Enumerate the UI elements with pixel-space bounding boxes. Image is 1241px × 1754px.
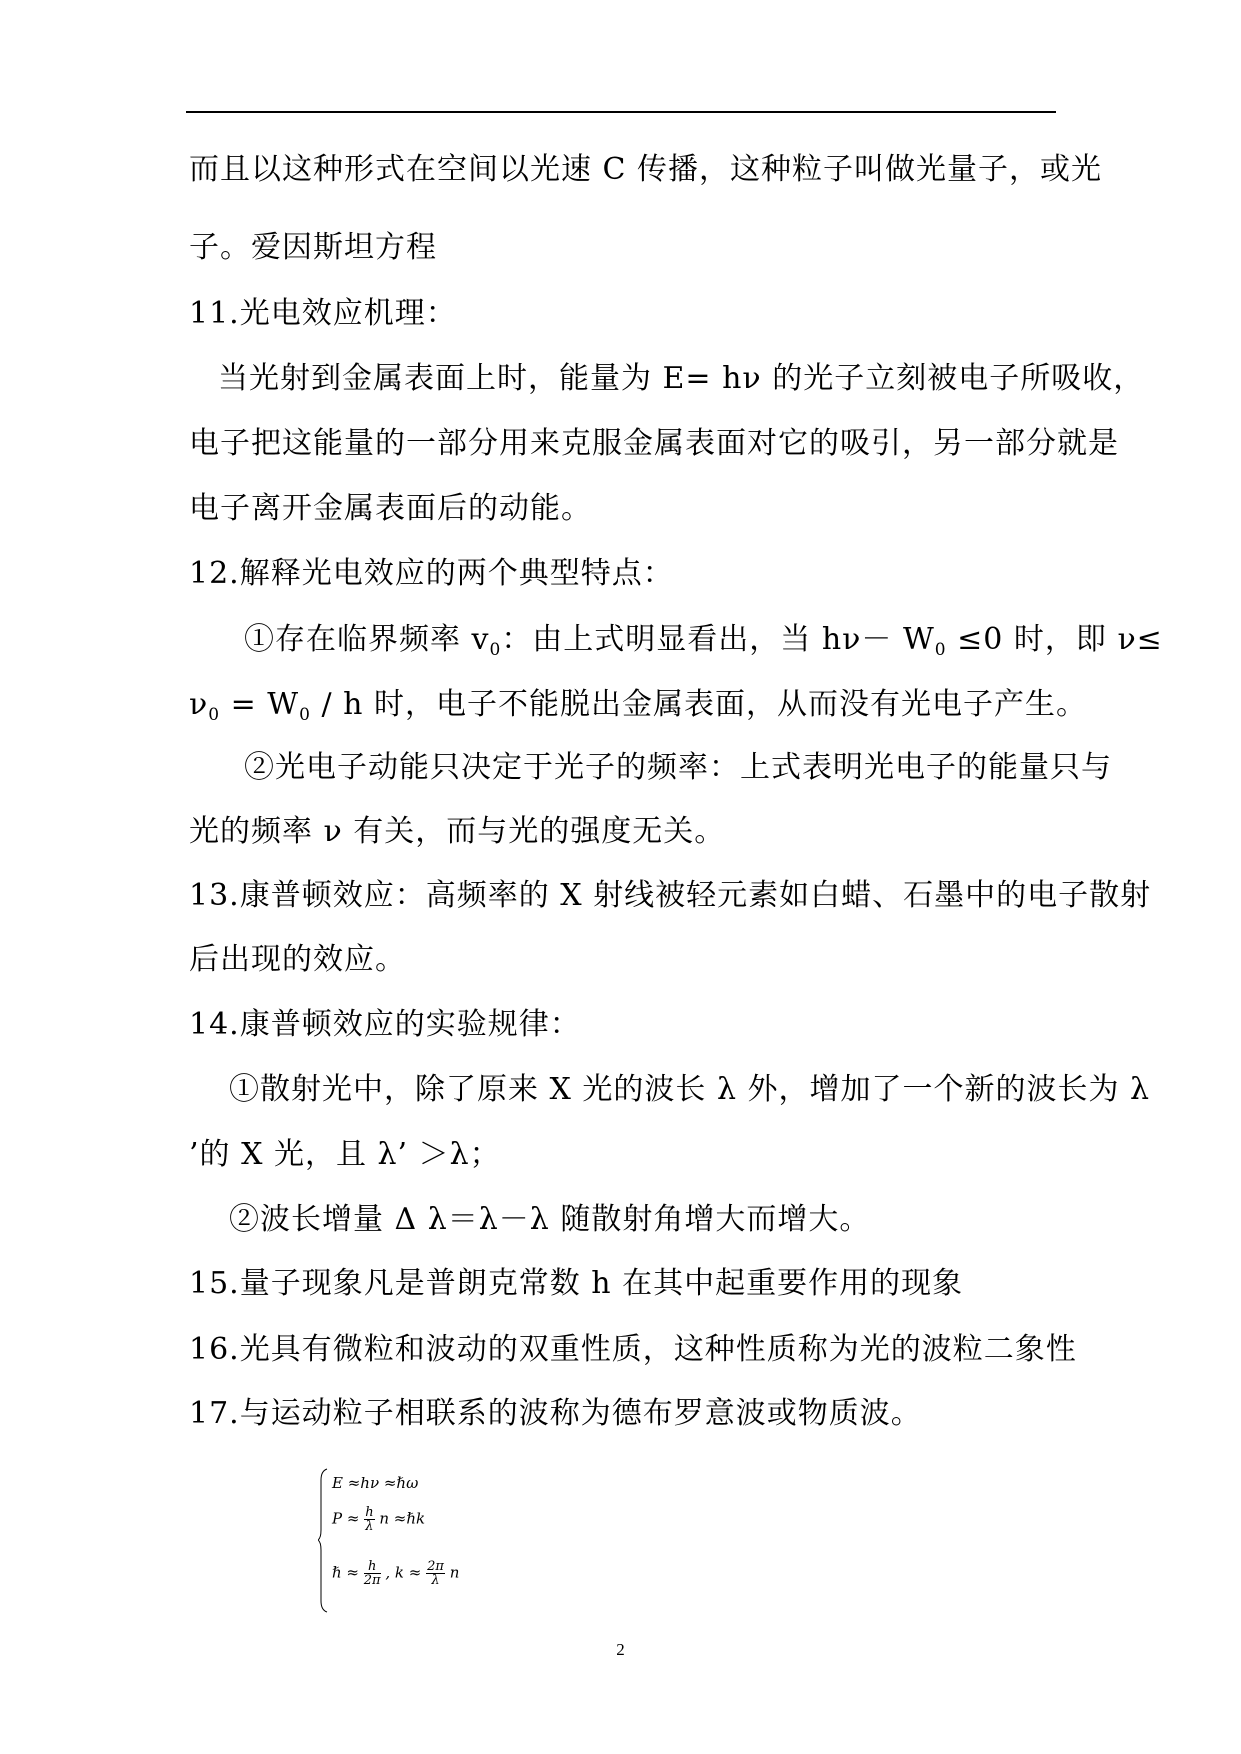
text-line-threshold: ①存在临界频率 $v_0$：由上式明显看出，当 $h\nu- W_0 \le 0$ 时，即 ν≤ bbox=[244, 622, 1163, 660]
text-line: ①散射光中，除了原来 X 光的波长 λ 外，增加了一个新的波长为 λ bbox=[229, 1072, 1151, 1107]
page-number: 2 bbox=[616, 1640, 625, 1659]
item-heading-13: 13.康普顿效应：高频率的 X 射线被轻元素如白蜡、石墨中的电子散射 bbox=[189, 878, 1152, 913]
header-rule bbox=[186, 111, 1056, 113]
left-brace-icon bbox=[318, 1468, 328, 1613]
text-line: 电子离开金属表面后的动能。 bbox=[189, 491, 592, 526]
text-line: 电子把这能量的一部分用来克服金属表面对它的吸引，另一部分就是 bbox=[189, 426, 1119, 461]
text-line: ②光电子动能只决定于光子的频率：上式表明光电子的能量只与 bbox=[244, 750, 1112, 785]
item-heading-16: 16.光具有微粒和波动的双重性质，这种性质称为光的波粒二象性 bbox=[189, 1332, 1077, 1367]
de-broglie-equations bbox=[318, 1468, 478, 1613]
equation-hbar-k: ℏ ≈ $\frac{h}{2\pi}$ , k ≈ $\frac{2\pi}{\lambda}$ n bbox=[332, 1559, 460, 1588]
item-heading-17: 17.与运动粒子相联系的波称为德布罗意波或物质波。 bbox=[189, 1396, 922, 1431]
equation-momentum: P ≈ $\frac{h}{\lambda}$ n ≈ℏk bbox=[332, 1505, 426, 1534]
text-line: 后出现的效应。 bbox=[189, 942, 406, 977]
text-line: 光的频率 ν 有关，而与光的强度无关。 bbox=[189, 814, 726, 849]
text-line: ’的 X 光，且 λ’ ＞λ； bbox=[189, 1137, 501, 1172]
item-heading-14: 14.康普顿效应的实验规律： bbox=[189, 1007, 581, 1042]
text-line-condition: $\nu_0 = W_0 / h$ 时，电子不能脱出金属表面，从而没有光电子产生。 bbox=[189, 687, 1087, 725]
item-heading-15: 15.量子现象凡是普朗克常数 h 在其中起重要作用的现象 bbox=[189, 1266, 964, 1301]
item-heading-12: 12.解释光电效应的两个典型特点： bbox=[189, 556, 674, 591]
text-line: ②波长增量 Δ λ＝λ－λ 随散射角增大而增大。 bbox=[229, 1202, 871, 1237]
text-line: 当光射到金属表面上时，能量为 E= hν 的光子立刻被电子所吸收， bbox=[218, 361, 1145, 396]
equation-energy: E ≈hν ≈ℏω bbox=[332, 1474, 419, 1492]
item-heading-11: 11.光电效应机理： bbox=[189, 296, 457, 331]
text-line: 而且以这种形式在空间以光速 C 传播，这种粒子叫做光量子，或光 bbox=[189, 152, 1103, 187]
text-line: 子。爱因斯坦方程 bbox=[189, 230, 437, 265]
